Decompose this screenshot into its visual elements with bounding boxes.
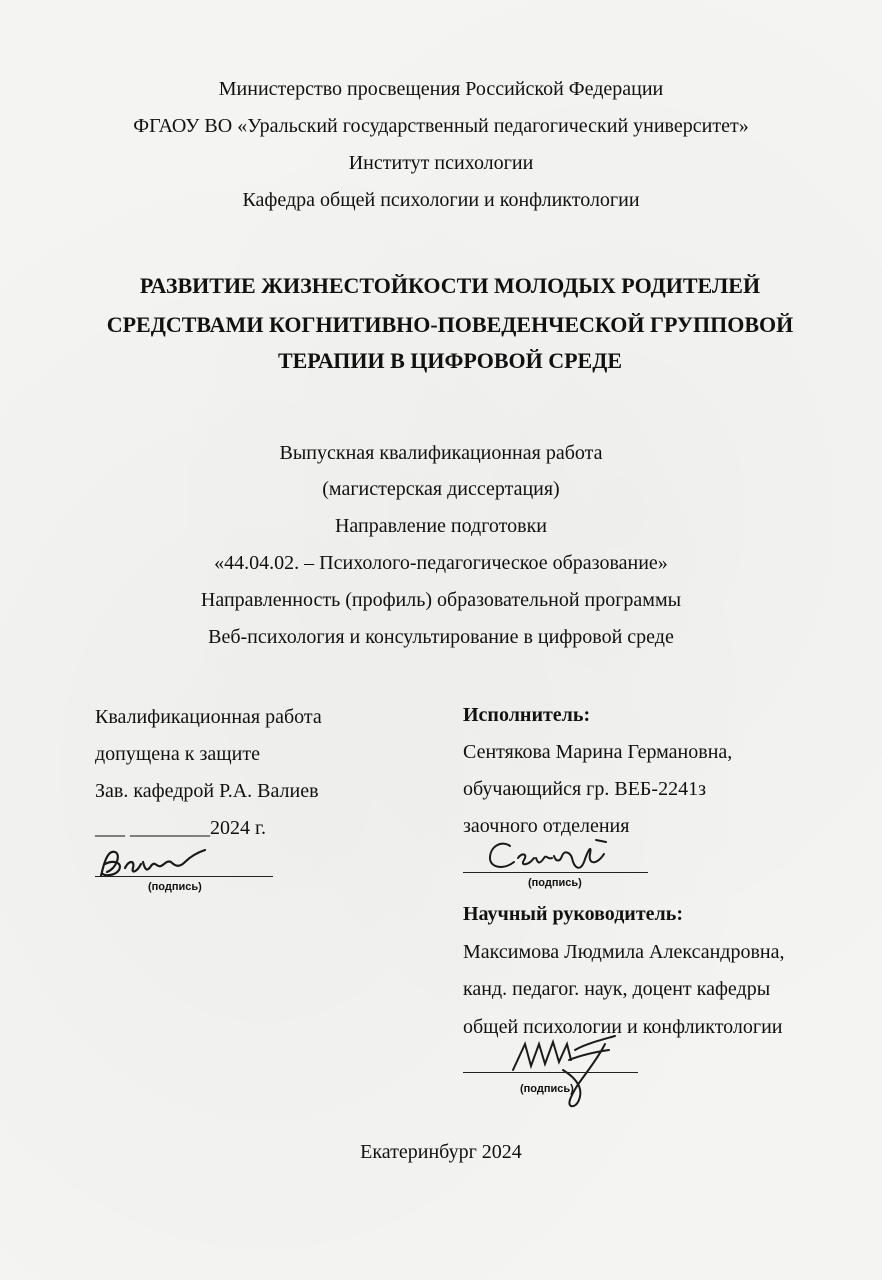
supervisor-heading: Научный руководитель: <box>463 903 683 925</box>
department-line: Кафедра общей психологии и конфликтологии <box>242 189 640 211</box>
executor-group: обучающийся гр. ВЕБ-2241з <box>463 778 706 800</box>
executor-name: Сентякова Марина Германовна, <box>463 741 733 763</box>
supervisor-position-2: общей психологии и конфликтологии <box>463 1016 783 1038</box>
title-line-1: РАЗВИТИЕ ЖИЗНЕСТОЙКОСТИ МОЛОДЫХ РОДИТЕЛЕЙ <box>139 273 761 298</box>
supervisor-signature-caption: (подпись) <box>520 1083 574 1095</box>
supervisor-name: Максимова Людмила Александровна, <box>463 941 785 963</box>
supervisor-position-1: канд. педагог. наук, доцент кафедры <box>463 978 771 1000</box>
city-year: Екатеринбург 2024 <box>360 1141 522 1163</box>
head-signature-caption: (подпись) <box>148 881 202 893</box>
supervisor-signature-line <box>463 1072 638 1073</box>
admission-date-line: ___ ________2024 г. <box>95 817 266 839</box>
direction-label: Направление подготовки <box>334 515 548 537</box>
executor-signature-line <box>463 872 648 873</box>
profile-name: Веб-психология и консультирование в цифровой среде <box>208 626 674 648</box>
admission-line-1: Квалификационная работа <box>95 706 322 728</box>
university-line: ФГАОУ ВО «Уральский государственный педагогический университет» <box>133 115 749 137</box>
executor-heading: Исполнитель: <box>463 704 591 726</box>
profile-label: Направленность (профиль) образовательной программы <box>200 589 682 611</box>
executor-form: заочного отделения <box>463 815 630 837</box>
title-line-2: СРЕДСТВАМИ КОГНИТИВНО-ПОВЕДЕНЧЕСКОЙ ГРУППОВОЙ <box>106 312 794 337</box>
ministry-line: Министерство просвещения Российской Федерации <box>218 78 664 100</box>
supervisor-signature <box>505 1030 655 1110</box>
work-type-line: Выпускная квалификационная работа <box>279 442 603 464</box>
admission-head: Зав. кафедрой Р.А. Валиев <box>95 780 319 802</box>
executor-signature-caption: (подпись) <box>528 877 582 889</box>
institute-line: Институт психологии <box>348 152 534 174</box>
head-signature-line <box>95 876 273 877</box>
admission-line-2: допущена к защите <box>95 743 260 765</box>
title-line-3: ТЕРАПИИ В ЦИФРОВОЙ СРЕДЕ <box>277 348 623 373</box>
work-subtype-line: (магистерская диссертация) <box>322 478 560 500</box>
direction-code: «44.04.02. – Психолого-педагогическое образование» <box>214 552 668 574</box>
